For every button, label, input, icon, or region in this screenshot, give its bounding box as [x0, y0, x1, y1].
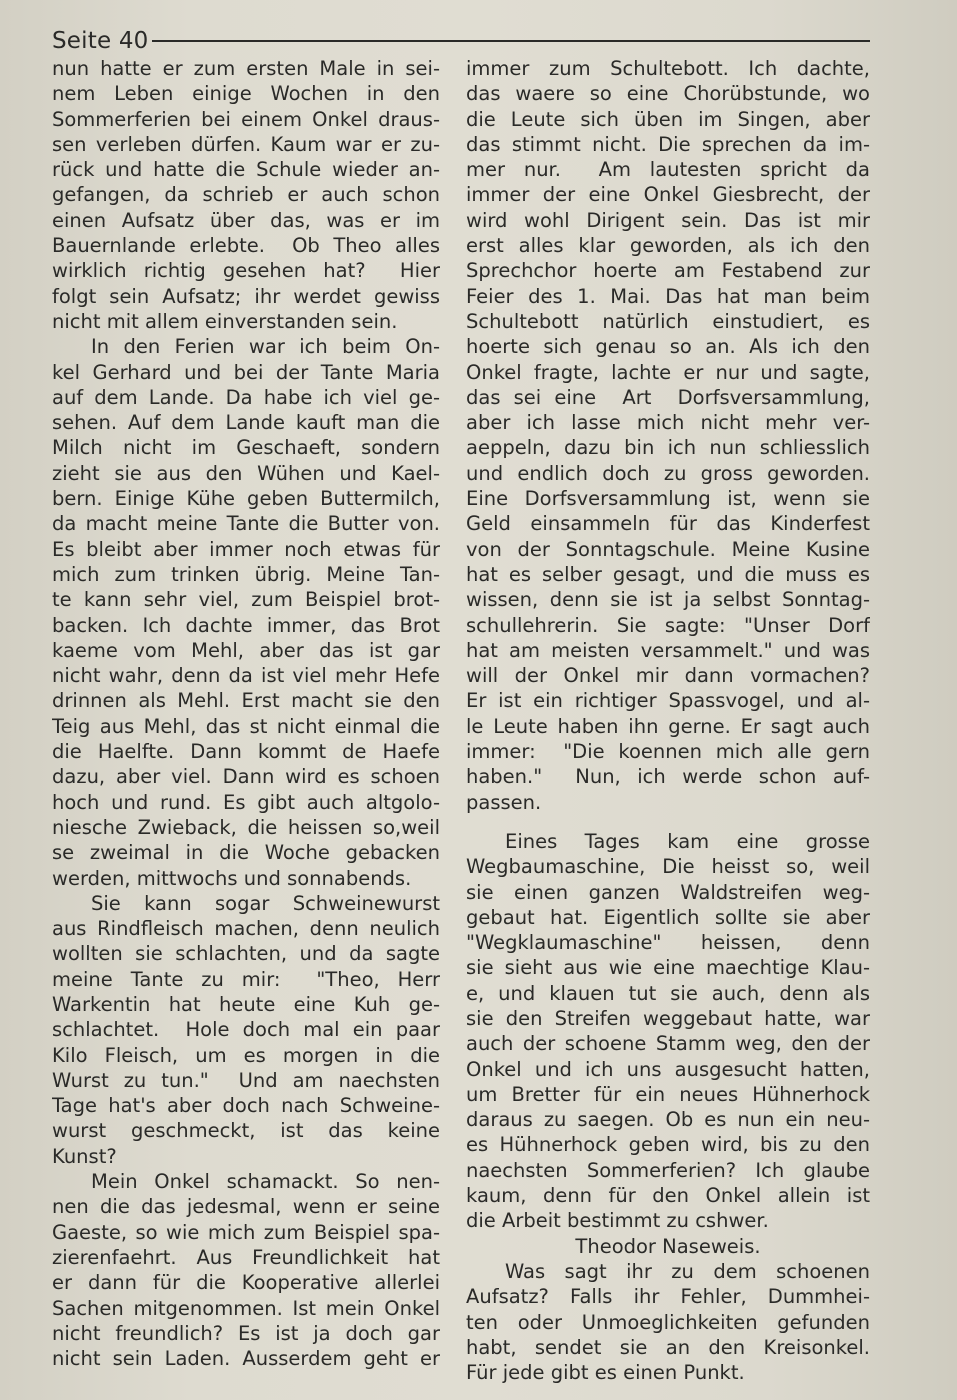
text-line: drinnen als Mehl. Erst macht sie den	[52, 689, 440, 713]
text-line: er dann für die Kooperative allerlei	[52, 1271, 440, 1295]
text-line: aeppeln, dazu bin ich nun schliesslich	[466, 436, 870, 460]
text-line: zierenfaehrt. Aus Freundlichkeit hat	[52, 1245, 440, 1269]
text-line: sen verleben dürfen. Kaum war er zu-	[52, 132, 440, 156]
text-line: rück und hatte die Schule wieder an-	[52, 158, 440, 182]
text-line: Teig aus Mehl, das st nicht einmal die	[52, 714, 440, 738]
text-line: auch der schoene Stamm weg, den der	[466, 1032, 870, 1056]
text-line: hoerte sich genau so an. Als ich den	[466, 335, 870, 359]
text-line: sie einen ganzen Waldstreifen weg-	[466, 880, 870, 904]
text-line: einen Aufsatz über das, was er im	[52, 208, 440, 232]
text-line: le Leute haben ihn gerne. Er sagt auch	[466, 714, 870, 738]
text-line: Schultebott natürlich einstudiert, es	[466, 309, 870, 333]
text-line: backen. Ich dachte immer, das Brot	[52, 613, 440, 637]
text-line: Sommerferien bei einem Onkel draus-	[52, 107, 440, 131]
text-line: meine Tante zu mir: "Theo, Herr	[52, 967, 440, 991]
text-line: Mein Onkel schamackt. So nen-	[52, 1170, 440, 1194]
text-line: nem Leben einige Wochen in den	[52, 82, 440, 106]
text-line: habt, sendet sie an den Kreisonkel.	[466, 1335, 870, 1359]
text-line: kaeme vom Mehl, aber das ist gar	[52, 638, 440, 662]
text-line: das waere so eine Chorübstunde, wo	[466, 82, 870, 106]
page-number: Seite 40	[52, 28, 149, 54]
text-line: es Hühnerhock geben wird, bis zu den	[466, 1133, 870, 1157]
text-line: sie sieht aus wie eine maechtige Klau-	[466, 956, 870, 980]
text-line: um Bretter für ein neues Hühnerhock	[466, 1082, 870, 1106]
text-line: Es bleibt aber immer noch etwas für	[52, 537, 440, 561]
text-line: haben." Nun, ich werde schon auf-	[466, 765, 870, 789]
text-line: Sachen mitgenommen. Ist mein Onkel	[52, 1296, 440, 1320]
text-line: von der Sonntagschule. Meine Kusine	[466, 537, 870, 561]
text-line: Sie kann sogar Schweinewurst	[52, 891, 440, 915]
text-line: schullehrerin. Sie sagte: "Unser Dorf	[466, 613, 870, 637]
text-line: wurst geschmeckt, ist das keine	[52, 1119, 440, 1143]
text-line: immer der eine Onkel Giesbrecht, der	[466, 183, 870, 207]
text-line: wissen, denn sie ist ja selbst Sonntag-	[466, 588, 870, 612]
text-line: hoch und rund. Es gibt auch altgolo-	[52, 790, 440, 814]
text-line: hat am meisten versammelt." und was	[466, 638, 870, 662]
text-line: Was sagt ihr zu dem schoenen	[466, 1259, 870, 1283]
text-line: schlachtet. Hole doch mal ein paar	[52, 1018, 440, 1042]
text-line: dazu, aber viel. Dann wird es schoen	[52, 765, 440, 789]
text-line: Wegbaumaschine, Die heisst so, weil	[466, 855, 870, 879]
text-line: mich zum trinken übrig. Meine Tan-	[52, 562, 440, 586]
text-line: passen.	[466, 790, 542, 814]
text-line: die Haelfte. Dann kommt de Haefe	[52, 740, 440, 764]
text-line: Gaeste, so wie mich zum Beispiel spa-	[52, 1220, 440, 1244]
text-line: Onkel und ich uns ausgesucht hatten,	[466, 1057, 870, 1081]
text-line: aber ich lasse mich nicht mehr ver-	[466, 411, 870, 435]
text-line: gebaut hat. Eigentlich sollte sie aber	[466, 905, 870, 929]
text-line: nicht sein Laden. Ausserdem geht er	[52, 1347, 440, 1371]
text-line: will der Onkel mir dann vormachen?	[466, 664, 870, 688]
text-line: Warkentin hat heute eine Kuh ge-	[52, 992, 440, 1016]
header-rule	[152, 40, 870, 42]
page-header	[52, 26, 870, 54]
text-line: nicht freundlich? Es ist ja doch gar	[52, 1321, 440, 1345]
text-line: immer zum Schultebott. Ich dachte,	[466, 57, 870, 80]
text-line: hat es selber gesagt, und die muss es	[466, 562, 870, 586]
text-line: kaum, denn für den Onkel allein ist	[466, 1184, 870, 1208]
text-line: mer nur. Am lautesten spricht da	[466, 158, 870, 182]
text-line: se zweimal in die Woche gebacken	[52, 841, 440, 865]
text-line: folgt sein Aufsatz; ihr werdet gewiss	[52, 284, 440, 308]
text-line: nun hatte er zum ersten Male in sei-	[52, 57, 440, 80]
text-line: aus Rindfleisch machen, denn neulich	[52, 917, 440, 941]
text-line: Bauernlande erlebte. Ob Theo alles	[52, 234, 440, 258]
text-line: Aufsatz? Falls ihr Fehler, Dummhei-	[466, 1285, 870, 1309]
text-line: nicht mit allem einverstanden sein.	[52, 309, 398, 333]
text-line: das stimmt nicht. Die sprechen da im-	[466, 132, 870, 156]
text-line: Er ist ein richtiger Spassvogel, und al-	[466, 689, 870, 713]
text-line: "Wegklaumaschine" heissen, denn	[466, 931, 870, 955]
text-line: Onkel fragte, lachte er nur und sagte,	[466, 360, 870, 384]
text-line: wirklich richtig gesehen hat? Hier	[52, 259, 440, 283]
paragraph-gap	[466, 815, 870, 829]
text-line: Milch nicht im Geschaeft, sondern	[52, 436, 440, 460]
text-line: daraus zu saegen. Ob es nun ein neu-	[466, 1108, 870, 1132]
text-line: wird wohl Dirigent sein. Das ist mir	[466, 208, 870, 232]
text-line: auf dem Lande. Da habe ich viel ge-	[52, 385, 440, 409]
text-line: die Leute sich üben im Singen, aber	[466, 107, 870, 131]
text-line: ten oder Unmoeglichkeiten gefunden	[466, 1310, 870, 1334]
text-line: In den Ferien war ich beim On-	[52, 335, 440, 359]
text-line: das sei eine Art Dorfsversammlung,	[466, 385, 870, 409]
text-line: Eine Dorfsversammlung ist, wenn sie	[466, 487, 870, 511]
text-line: Für jede gibt es einen Punkt.	[466, 1361, 745, 1385]
text-line: niesche Zwieback, die heissen so,weil	[52, 815, 440, 839]
left-column	[52, 56, 440, 1371]
text-line: erst alles klar geworden, als ich den	[466, 234, 870, 258]
text-line: nen die das jedesmal, wenn er seine	[52, 1195, 440, 1219]
text-line: kel Gerhard und bei der Tante Maria	[52, 360, 440, 384]
text-line: gefangen, da schrieb er auch schon	[52, 183, 440, 207]
text-line: Kilo Fleisch, um es morgen in die	[52, 1043, 440, 1067]
text-line: naechsten Sommerferien? Ich glaube	[466, 1158, 870, 1182]
text-line: immer: "Die koennen mich alle gern	[466, 740, 870, 764]
text-line: zieht sie aus den Wühen und Kael-	[52, 461, 440, 485]
text-line: nicht wahr, denn da ist viel mehr Hefe	[52, 664, 440, 688]
text-line: und endlich doch zu gross geworden.	[466, 461, 870, 485]
text-line: Kunst?	[52, 1144, 117, 1168]
text-line: Wurst zu tun." Und am naechsten	[52, 1068, 440, 1092]
text-line: sie den Streifen weggebaut hatte, war	[466, 1006, 870, 1030]
text-line: e, und klauen tut sie auch, denn als	[466, 981, 870, 1005]
text-line: bern. Einige Kühe geben Buttermilch,	[52, 487, 440, 511]
text-line: Theodor Naseweis.	[575, 1234, 761, 1258]
text-line: werden, mittwochs und sonnabends.	[52, 866, 412, 890]
text-line: wollten sie schlachten, und da sagte	[52, 942, 440, 966]
text-line: sehen. Auf dem Lande kauft man die	[52, 411, 440, 435]
text-line: Sprechchor hoerte am Festabend zur	[466, 259, 870, 283]
right-column	[466, 56, 870, 1385]
text-line: Geld einsammeln für das Kinderfest	[466, 512, 870, 536]
text-line: da macht meine Tante die Butter von.	[52, 512, 440, 536]
text-line: die Arbeit bestimmt zu cshwer.	[466, 1209, 769, 1233]
text-line: te kann sehr viel, zum Beispiel brot-	[52, 588, 440, 612]
text-line: Tage hat's aber doch nach Schweine-	[52, 1094, 440, 1118]
text-line: Eines Tages kam eine grosse	[466, 829, 870, 853]
text-line: Feier des 1. Mai. Das hat man beim	[466, 284, 870, 308]
